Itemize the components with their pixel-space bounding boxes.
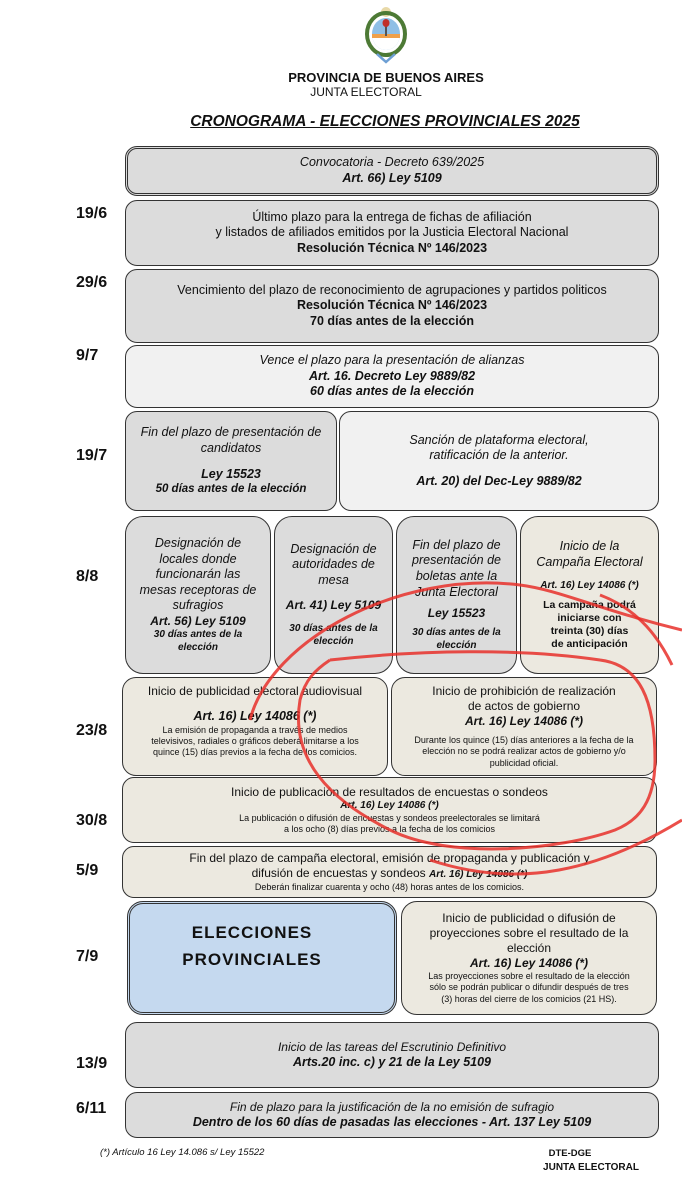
event-text: quince (15) días previos a la fecha de los comicios. [152, 747, 358, 758]
event-deadline: elección [436, 639, 477, 651]
event-text: Inicio de prohibición de realización [432, 684, 616, 698]
event-text: Último plazo para la entrega de fichas de afiliación [252, 209, 532, 224]
event-deadline: 50 días antes de la elección [155, 483, 307, 496]
event-reference: Art. 16) Ley 14086 (*) [193, 709, 317, 723]
event-reference: Art. 16) Ley 14086 (*) [469, 956, 589, 971]
event-text: Designación de [290, 541, 377, 556]
event-reference: Resolución Técnica Nº 146/2023 [296, 240, 488, 255]
event-reference: Dentro de los 60 días de pasadas las elecciones - Art. 137 Ley 5109 [192, 1114, 592, 1129]
date-label: 23/8 [76, 722, 108, 739]
event-deadline: elección [313, 635, 354, 647]
date-label: 8/8 [76, 568, 99, 585]
date-label: 9/7 [76, 347, 99, 364]
event-text: presentación de [412, 553, 501, 568]
event-text: proyecciones sobre el resultado de la [429, 926, 629, 941]
event-text: treinta (30) días [550, 624, 629, 637]
event-reference: Art. 66) Ley 5109 [342, 171, 442, 185]
event-reference: Art. 56) Ley 5109 [150, 614, 246, 629]
page-title: CRONOGRAMA - ELECCIONES PROVINCIALES 2025 [190, 113, 580, 130]
event-text: funcionarán las [155, 567, 241, 582]
event-text: Fin del plazo de presentación de [140, 425, 322, 440]
event-reference: Art. 20) del Dec-Ley 9889/82 [416, 473, 582, 488]
event-text: mesas receptoras de [139, 582, 257, 597]
event-text: Fin del plazo de [412, 537, 501, 552]
event-text: Campaña Electoral [536, 554, 643, 569]
event-text: y listados de afiliados emitidos por la Justicia Electoral Nacional [215, 225, 569, 240]
event-text: sólo se podrán publicar o difundir después de tres [429, 982, 629, 993]
event-deadline: 30 días antes de la [289, 623, 378, 635]
event-text: (3) horas del cierre de los comicios (21 HS). [441, 993, 617, 1004]
event-text: Deberán finalizar cuarenta y ocho (48) horas antes de los comicios. [254, 881, 525, 892]
event-reference: Art. 16) Ley 14086 (*) [464, 714, 584, 728]
date-label: 29/6 [76, 274, 108, 291]
event-text: sufragios [172, 598, 224, 613]
signature-body: JUNTA ELECTORAL [543, 1162, 639, 1173]
event-text: Inicio de publicación de resultados de encuestas o sondeos [231, 785, 548, 799]
event-text: difusión de encuestas y sondeos [251, 866, 426, 881]
event-deadline: elección [177, 641, 219, 653]
event-text: autoridades de [292, 557, 375, 572]
event-text: ratificación de la anterior. [429, 448, 569, 463]
event-reference: Art. 16) Ley 14086 (*) [340, 800, 439, 811]
date-label: 7/9 [76, 948, 99, 965]
event-text: boletas ante la [415, 569, 498, 583]
event-text: mesa [318, 572, 349, 587]
event-text: televisivos, radiales o gráficos deberá limitarse a los [151, 735, 359, 746]
event-deadline: 70 días antes de la elección [310, 313, 474, 328]
event-text: Fin del plazo de campaña electoral, emisión de propaganda y publicación y [189, 851, 590, 866]
event-deadline: 60 días antes de la elección [310, 384, 474, 399]
event-text: Junta Electoral [415, 584, 498, 599]
date-label: 30/8 [76, 812, 108, 829]
date-label: 19/7 [76, 447, 108, 464]
event-reference: Art. 16) Ley 14086 (*) [429, 869, 528, 881]
event-text: locales donde [159, 551, 237, 566]
event-text: Inicio de las tareas del Escrutinio Definitivo [277, 1039, 507, 1054]
event-text: Vencimiento del plazo de reconocimiento de agrupaciones y partidos politicos [177, 282, 607, 297]
event-text: Durante los quince (15) días anteriores a la fecha de la [414, 735, 634, 745]
document-code: DTE-DGE [548, 1148, 592, 1159]
event-reference: Art. 16) Ley 14086 (*) [540, 580, 639, 592]
event-text: candidatos [200, 441, 262, 455]
event-text: Inicio de publicidad o difusión de [442, 911, 616, 926]
event-reference: Ley 15523 [427, 606, 486, 621]
event-text: publicidad oficial. [489, 757, 559, 768]
event-reference: Art. 16. Decreto Ley 9889/82 [308, 368, 476, 383]
province-name: PROVINCIA DE BUENOS AIRES [288, 70, 484, 85]
event-text: elección no se podrá realizar actos de gobierno y/o [422, 746, 626, 757]
event-text: de anticipación [551, 638, 628, 650]
event-text: Designación de [154, 535, 242, 550]
event-text: La publicación o difusión de encuestas y sondeos preelectorales se limitará [239, 812, 540, 823]
event-reference: Art. 41) Ley 5109 [285, 598, 382, 613]
date-label: 13/9 [76, 1055, 108, 1072]
event-text: a los ocho (8) días previos a la fecha de los comicios [283, 823, 496, 834]
footnote: (*) Artículo 16 Ley 14.086 s/ Ley 15522 [100, 1147, 265, 1158]
event-deadline: 30 días antes de la [153, 629, 243, 641]
event-text: La campaña podrá [543, 598, 636, 611]
event-text: Vence el plazo para la presentación de alianzas [259, 353, 525, 368]
date-label: 6/11 [76, 1100, 107, 1117]
event-text: Convocatoria - Decreto 639/2025 [299, 155, 485, 170]
event-text: de actos de gobierno [467, 699, 581, 713]
event-text: Fin de plazo para la justificación de la no emisión de sufragio [229, 1099, 555, 1114]
event-deadline: 30 días antes de la [412, 627, 501, 639]
event-text: Inicio de la [559, 538, 620, 553]
event-text: iniciarse con [557, 611, 622, 624]
event-reference: Resolución Técnica Nº 146/2023 [296, 298, 488, 313]
election-title: ELECCIONES [191, 923, 313, 942]
date-label: 5/9 [76, 862, 99, 879]
event-text: Inicio de publicidad electoral audiovisual [147, 684, 363, 698]
issuing-body: JUNTA ELECTORAL [310, 85, 422, 99]
event-text: La emisión de propaganda a través de medios [162, 724, 348, 735]
event-text: Las proyecciones sobre el resultado de la elección [428, 971, 630, 982]
event-text: elección [506, 941, 552, 956]
event-reference: Ley 15523 [201, 466, 261, 481]
event-text: Sanción de plataforma electoral, [409, 432, 589, 447]
date-label: 19/6 [76, 205, 108, 222]
election-title: PROVINCIALES [182, 950, 322, 970]
event-reference: Arts.20 inc. c) y 21 de la Ley 5109 [292, 1054, 492, 1069]
